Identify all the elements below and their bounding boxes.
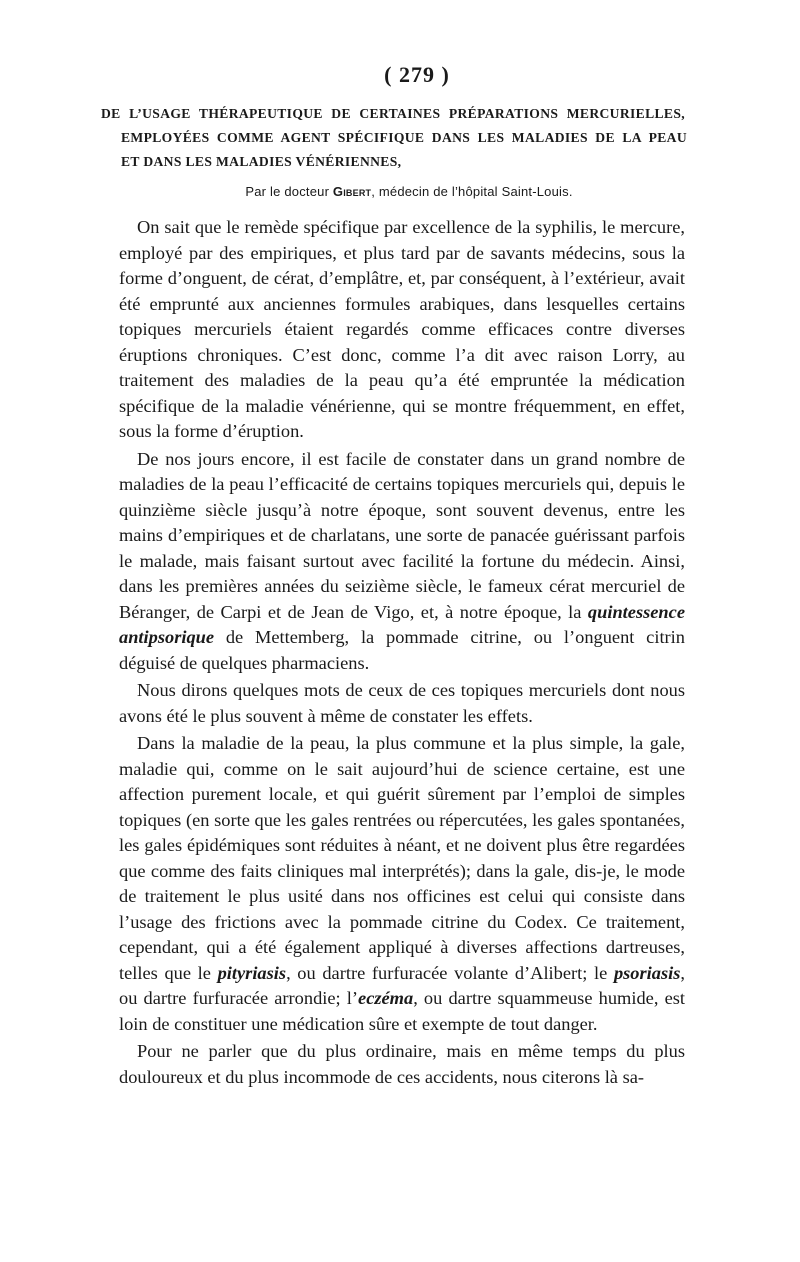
page-number: ( 279 ) — [384, 62, 450, 87]
term-eczema: eczéma — [358, 988, 414, 1008]
paragraph-1: On sait que le remède spécifique par excellence de la syphilis, le mercure, employé par des empiriques, et plus tard par de savants médecins, sous la forme d’onguent, de cérat, d’emplâtre, et, par conséquent, à l’extérieur, avait été emprunté aux anciennes formules arabiques, dans lesquelles certains topiques mercuriels étaient regardés comme efficaces contre diverses éruptions chroniques. C’est donc, comme l’a dit avec raison Lorry, au traitement des maladies de la peau qu’a été empruntée la médication spécifique de la maladie vénérienne, qui se montre fréquemment, en effet, sous la forme d’éruption. — [119, 217, 685, 441]
title-line-1: DE L’USAGE THÉRAPEUTIQUE DE CERTAINES PRÉPARATIONS MERCURIELLES, — [101, 106, 685, 121]
paragraph-4-text-a: Dans la maladie de la peau, la plus commune et la plus simple, la gale, maladie qui, comme on le sait aujourd’hui de science certaine, est une affection purement locale, et qui guérit sûrement par l’emploi de simples topiques (en sorte que les gales rentrées ou répercutées, les gales spontanées, les gales épidémiques sont réduites à néant, et ne doivent plus être regardées que comme des faits cliniques mal interprétés); dans la gale, dis-je, le mode de traitement le plus usité dans nos officines est celui qui consiste dans l’usage des frictions avec la pommade citrine du Codex. Ce traitement, cependant, qui a été également appliqué à diverses affections dartreuses, telles que le — [119, 733, 685, 983]
term-pityriasis: pityriasis — [217, 962, 287, 983]
title-line-3: ET DANS LES MALADIES VÉNÉRIENNES, — [121, 154, 402, 169]
byline-suffix: , médecin de l’hôpital Saint-Louis. — [371, 184, 573, 199]
byline-author: Gibert — [332, 184, 372, 199]
article-title — [101, 102, 687, 174]
paragraph-3: Nous dirons quelques mots de ceux de ces topiques mercuriels dont nous avons été le plus souvent à même de constater les effets. — [119, 680, 685, 726]
paragraph-2 — [119, 447, 685, 677]
paragraph-4 — [119, 731, 685, 1037]
paragraph-2-italic: quintessence antipsorique — [119, 601, 685, 647]
paragraph-4-text-d: , ou dartre squammeuse humide, est loin de constituer une médication sûre et exempte de tout danger. — [119, 988, 685, 1034]
paragraph-4-text-c: , ou dartre furfuracée arrondie; l’ — [119, 962, 685, 1008]
byline-prefix: Par le docteur — [245, 184, 333, 199]
paragraph-2-text-a: De nos jours encore, il est facile de constater dans un grand nombre de maladies de la peau l’efficacité de certains topiques mercuriels qui, depuis le quinzième siècle jusqu’à notre époque, sont souvent devenus, entre les mains d’empiriques et de charlatans, une sorte de panacée guérissant parfois le malade, mais faisant surtout avec facilité la fortune du médecin. Ainsi, dans les premières années du seizième siècle, le fameux cérat mercuriel de Béranger, de Carpi et de Jean de Vigo, et, à notre époque, la — [119, 448, 685, 622]
paragraph-2-text-b: de Mettemberg, la pommade citrine, ou l’onguent citrin déguisé de quelques pharmaciens. — [119, 627, 685, 673]
term-psoriasis: psoriasis — [613, 962, 681, 983]
paragraph-4-text-b: , ou dartre furfuracée volante d’Alibert; le — [286, 962, 614, 983]
byline — [119, 184, 685, 199]
page — [101, 62, 687, 1090]
article-body — [119, 215, 685, 1090]
title-line-2: EMPLOYÉES COMME AGENT SPÉCIFIQUE DANS LES MALADIES DE LA PEAU — [121, 130, 687, 145]
paragraph-5: Pour ne parler que du plus ordinaire, mais en même temps du plus douloureux et du plus incommode de ces accidents, nous citerons là sa- — [119, 1041, 685, 1087]
